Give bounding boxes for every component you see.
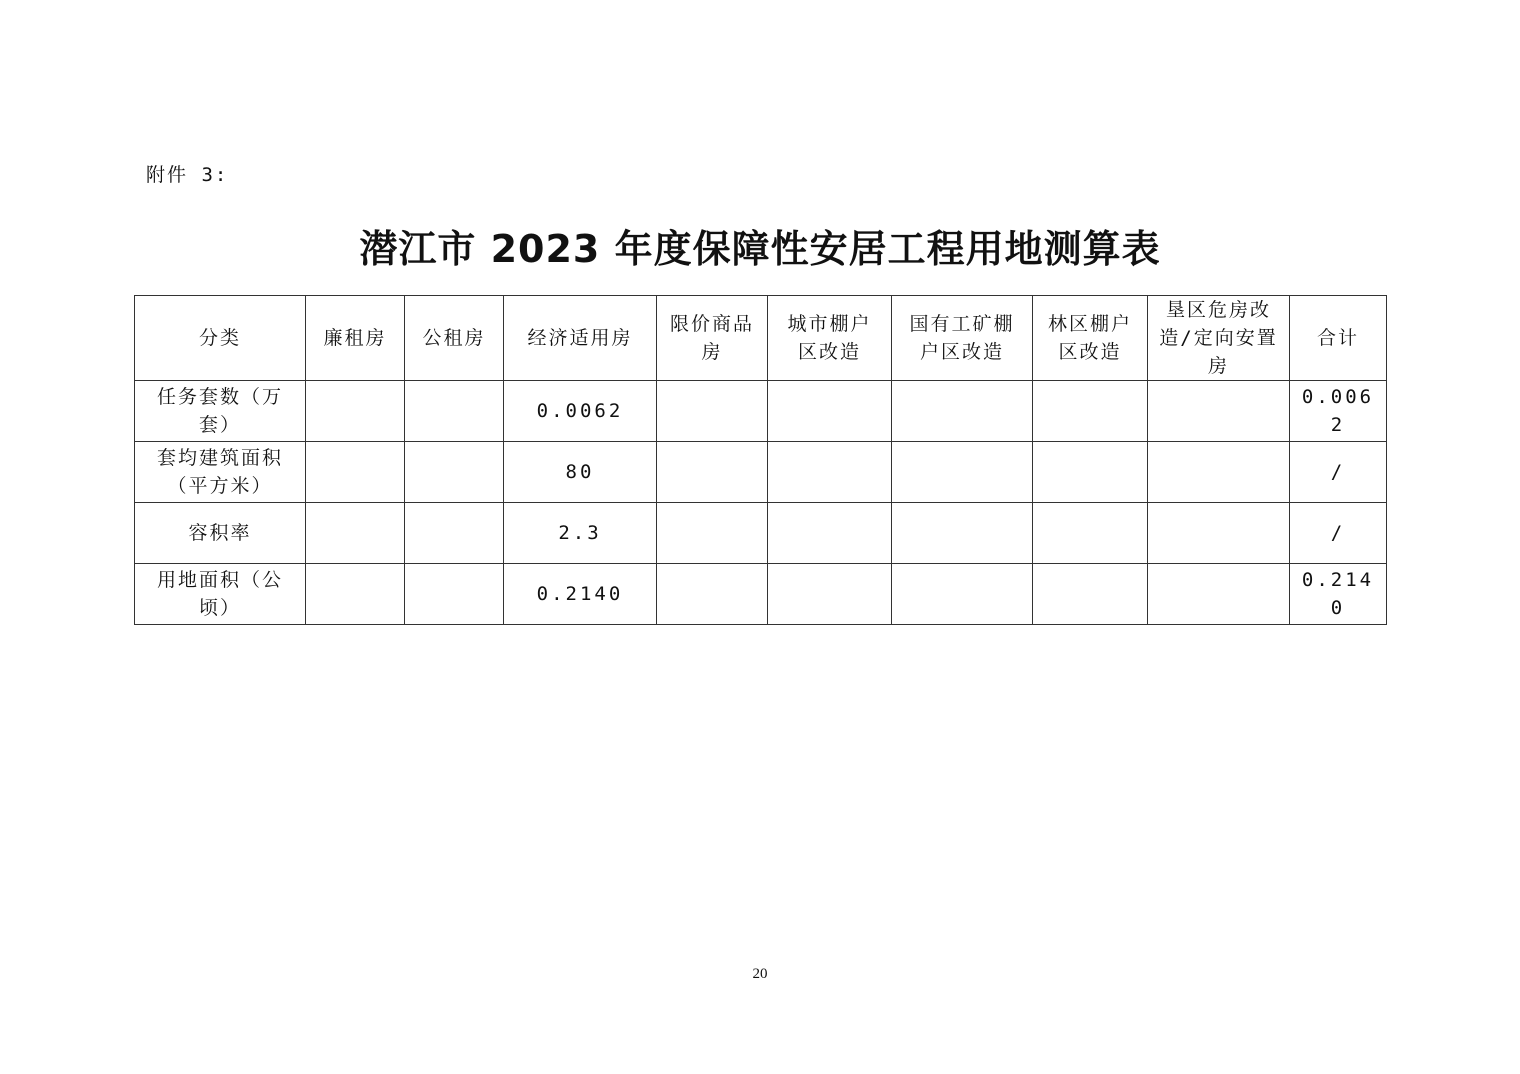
table-cell — [1033, 381, 1148, 442]
table-cell — [405, 442, 504, 503]
table-cell — [306, 442, 405, 503]
table-cell — [306, 503, 405, 564]
table-cell — [892, 442, 1033, 503]
header-price-limited-housing: 限价商品房 — [657, 296, 768, 381]
header-state-mining-shantytown-renovation: 国有工矿棚户区改造 — [892, 296, 1033, 381]
table-cell — [405, 564, 504, 625]
table-cell — [657, 564, 768, 625]
table-cell: 0.2140 — [504, 564, 657, 625]
header-urban-shantytown-renovation: 城市棚户区改造 — [768, 296, 892, 381]
document-title: 潜江市 2023 年度保障性安居工程用地测算表 — [359, 227, 1161, 271]
header-category: 分类 — [135, 296, 306, 381]
table-cell — [892, 564, 1033, 625]
table-cell: 0.2140 — [1290, 564, 1387, 625]
table-cell — [405, 503, 504, 564]
row-label: 容积率 — [135, 503, 306, 564]
table-cell — [306, 564, 405, 625]
table-cell — [1148, 503, 1290, 564]
row-label: 任务套数（万套） — [135, 381, 306, 442]
row-label: 套均建筑面积（平方米） — [135, 442, 306, 503]
table-row — [135, 503, 1387, 564]
table-cell — [1033, 442, 1148, 503]
table-cell — [657, 381, 768, 442]
table-cell: 80 — [504, 442, 657, 503]
table-row — [135, 564, 1387, 625]
table-cell — [892, 381, 1033, 442]
table-cell — [1033, 564, 1148, 625]
header-affordable-housing: 经济适用房 — [504, 296, 657, 381]
table-cell — [657, 442, 768, 503]
table-cell — [768, 442, 892, 503]
table-cell — [768, 564, 892, 625]
land-calculation-table — [134, 295, 1387, 625]
header-forest-shantytown-renovation: 林区棚户区改造 — [1033, 296, 1148, 381]
header-reclamation-dilapidated-housing: 垦区危房改造/定向安置房 — [1148, 296, 1290, 381]
table-cell — [306, 381, 405, 442]
header-row — [135, 296, 1387, 381]
table-cell — [1148, 381, 1290, 442]
table-cell — [768, 381, 892, 442]
table-cell — [405, 381, 504, 442]
row-label: 用地面积（公顷） — [135, 564, 306, 625]
header-total: 合计 — [1290, 296, 1387, 381]
table-cell — [657, 503, 768, 564]
table-cell — [1148, 442, 1290, 503]
table-cell — [768, 503, 892, 564]
header-low-rent-housing: 廉租房 — [306, 296, 405, 381]
table-cell — [892, 503, 1033, 564]
table-cell: / — [1290, 442, 1387, 503]
table-cell: 0.0062 — [1290, 381, 1387, 442]
table-cell: 0.0062 — [504, 381, 657, 442]
table-row — [135, 442, 1387, 503]
page-number: 20 — [752, 966, 768, 982]
table-cell — [1033, 503, 1148, 564]
table-cell: / — [1290, 503, 1387, 564]
header-public-rental-housing: 公租房 — [405, 296, 504, 381]
table-cell: 2.3 — [504, 503, 657, 564]
table-cell — [1148, 564, 1290, 625]
attachment-label: 附件 3: — [146, 164, 229, 186]
table-row — [135, 381, 1387, 442]
